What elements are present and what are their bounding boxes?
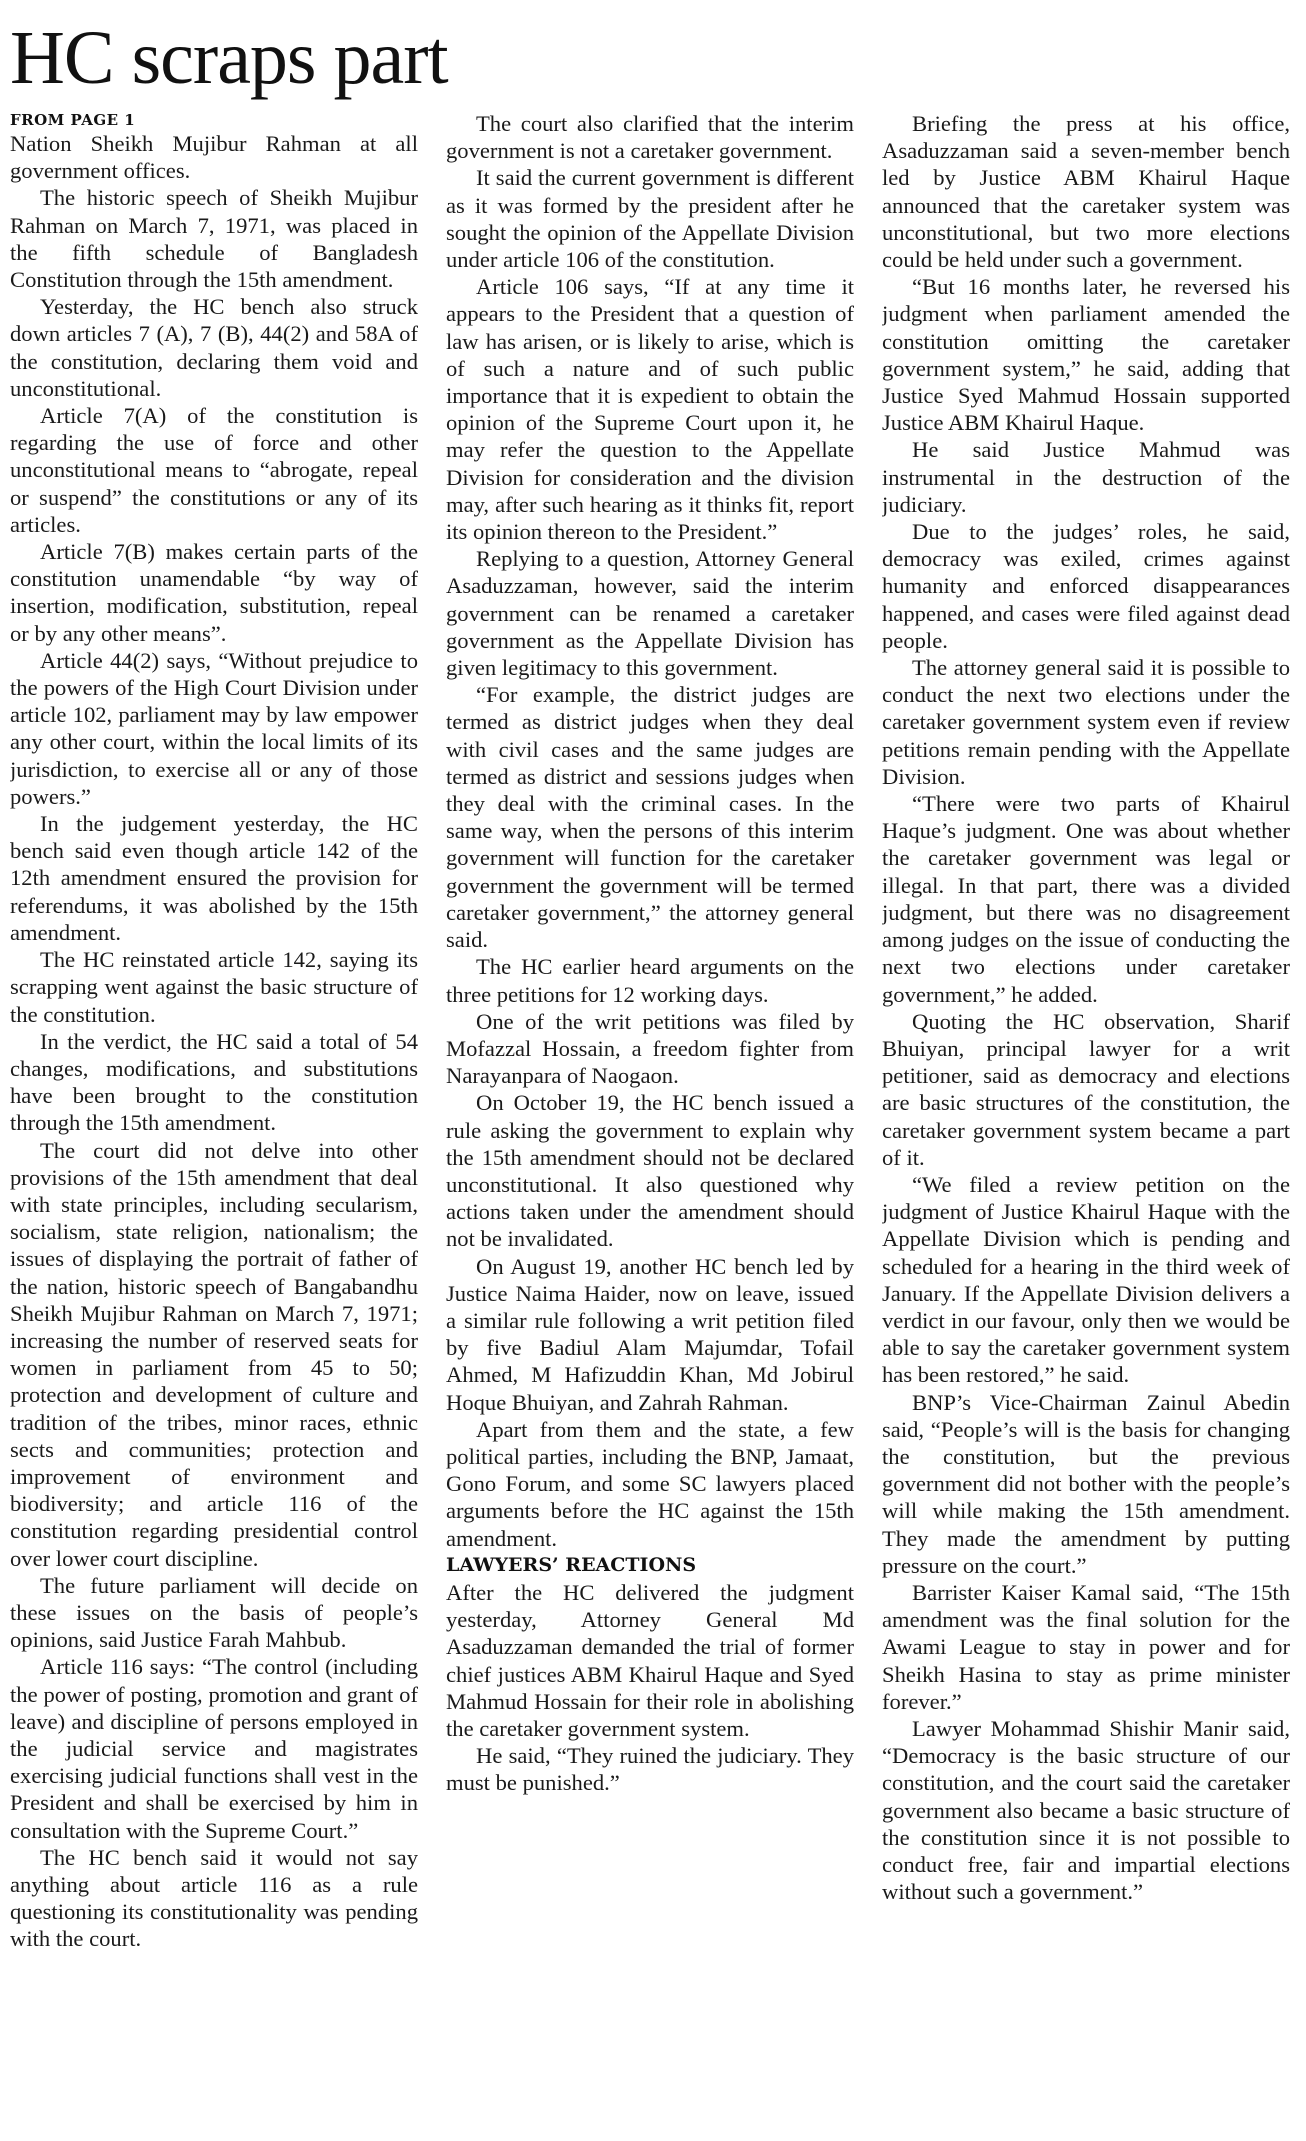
paragraph: After the HC delivered the judgment yesterday, Attorney General Md Asaduzzaman demanded the trial of former chief justices ABM Khairul Haque and Syed Mahmud Hossain for their role in abolishing the caretaker government system. bbox=[446, 1579, 854, 1741]
paragraph: Article 7(A) of the constitution is regarding the use of force and other unconstitutional means to “abrogate, repeal or suspend” the constitutions or any of its articles. bbox=[10, 403, 418, 537]
paragraph: “There were two parts of Khairul Haque’s judgment. One was about whether the caretaker government was legal or illegal. In that part, there was a divided judgment, but there was no disagreement among judges on the issue of conducting the next two elections under caretaker government,” he added. bbox=[882, 791, 1290, 1007]
paragraph: He said Justice Mahmud was instrumental in the destruction of the judiciary. bbox=[882, 437, 1290, 517]
paragraph: The HC bench said it would not say anything about article 116 as a rule questioning its constitutionality was pending with the court. bbox=[10, 1844, 418, 1952]
paragraph: He said, “They ruined the judiciary. They must be punished.” bbox=[446, 1743, 854, 1796]
paragraph: The future parliament will decide on these issues on the basis of people’s opinions, said Justice Farah Mahbub. bbox=[10, 1572, 418, 1653]
article-column-3 bbox=[882, 110, 1290, 2138]
paragraph: Briefing the press at his office, Asaduzzaman said a seven-member bench led by Justice ABM Khairul Haque announced that the caretaker system was unconstitutional, but two more elections could be held under such a government. bbox=[882, 111, 1290, 273]
paragraph: Nation Sheikh Mujibur Rahman at all government offices. bbox=[10, 131, 418, 184]
from-page-kicker: FROM PAGE 1 bbox=[10, 111, 136, 129]
paragraph: On August 19, another HC bench led by Justice Naima Haider, now on leave, issued a similar rule following a writ petition filed by five Badiul Alam Majumdar, Tofail Ahmed, M Hafizuddin Khan, Md Jobirul Hoque Bhuiyan, and Zahrah Rahman. bbox=[446, 1253, 854, 1415]
paragraph: Quoting the HC observation, Sharif Bhuiyan, principal lawyer for a writ petitioner, said as democracy and elections are basic structures of the constitution, the caretaker government system became a part of it. bbox=[882, 1008, 1290, 1170]
headline: HC scraps part bbox=[10, 16, 448, 100]
paragraph: It said the current government is different as it was formed by the president after he sought the opinion of the Appellate Division under article 106 of the constitution. bbox=[446, 165, 854, 273]
paragraph: The court did not delve into other provisions of the 15th amendment that deal with state principles, including secularism, socialism, state religion, nationalism; the issues of displaying the portrait of father of the nation, historic speech of Bangabandhu Sheikh Mujibur Rahman on March 7, 1971; increasing the number of reserved seats for women in parliament from 45 to 50; protection and development of culture and tradition of the tribes, minor races, ethnic sects and communities; protection and improvement of environment and biodiversity; and article 116 of the constitution regarding presidential control over lower court discipline. bbox=[10, 1137, 418, 1571]
paragraph: Article 7(B) makes certain parts of the constitution unamendable “by way of insertion, modification, substitution, repeal or by any other means”. bbox=[10, 539, 418, 646]
paragraph: Replying to a question, Attorney General Asaduzzaman, however, said the interim government can be renamed a caretaker government as the Appellate Division has given legitimacy to this government. bbox=[446, 546, 854, 681]
lawyers-reactions-subhead: LAWYERS’ REACTIONS bbox=[446, 1553, 697, 1576]
paragraph: Barrister Kaiser Kamal said, “The 15th amendment was the final solution for the Awami League to stay in power and for Sheikh Hasina to stay as prime minister forever.” bbox=[882, 1579, 1290, 1714]
paragraph: BNP’s Vice-Chairman Zainul Abedin said, “People’s will is the basis for changing the constitution, but the previous government did not bother with the people’s will while making the 15th amendment. They made the amendment by putting pressure on the court.” bbox=[882, 1389, 1290, 1578]
paragraph: Due to the judges’ roles, he said, democracy was exiled, crimes against humanity and enforced disappearances happened, and cases were filed against dead people. bbox=[882, 519, 1290, 653]
paragraph: Article 44(2) says, “Without prejudice to the powers of the High Court Division under article 102, parliament may by law empower any other court, within the local limits of its jurisdiction, to exercise all or any of those powers.” bbox=[10, 647, 418, 809]
paragraph: The historic speech of Sheikh Mujibur Rahman on March 7, 1971, was placed in the fifth schedule of Bangladesh Constitution through the 15th amendment. bbox=[10, 185, 418, 293]
paragraph: “For example, the district judges are termed as district judges when they deal with civil cases and the same judges are termed as district and sessions judges when they deal with the criminal cases. In the same way, when the persons of this interim government will function for the caretaker government the government will be termed caretaker government,” the attorney general said. bbox=[446, 682, 854, 953]
paragraph: One of the writ petitions was filed by Mofazzal Hossain, a freedom fighter from Narayanpara of Naogaon. bbox=[446, 1008, 854, 1089]
paragraph: In the judgement yesterday, the HC bench said even though article 142 of the 12th amendment ensured the provision for referendums, it was abolished by the 15th amendment. bbox=[10, 811, 418, 945]
paragraph: The court also clarified that the interim government is not a caretaker government. bbox=[446, 111, 854, 164]
article-column-2 bbox=[446, 110, 854, 2138]
paragraph: Yesterday, the HC bench also struck down articles 7 (A), 7 (B), 44(2) and 58A of the constitution, declaring them void and unconstitutional. bbox=[10, 294, 418, 401]
paragraph: “We filed a review petition on the judgment of Justice Khairul Haque with the Appellate Division which is pending and scheduled for a hearing in the third week of January. If the Appellate Division delivers a verdict in our favour, only then we would be able to say the caretaker government system has been restored,” he said. bbox=[882, 1171, 1290, 1388]
paragraph: Article 116 says: “The control (including the power of posting, promotion and grant of leave) and discipline of persons employed in the judicial service and magistrates exercising judicial functions shall vest in the President and shall be exercised by him in consultation with the Supreme Court.” bbox=[10, 1654, 418, 1843]
paragraph: The attorney general said it is possible to conduct the next two elections under the caretaker government system even if review petitions remain pending with the Appellate Division. bbox=[882, 655, 1290, 789]
article-column-1 bbox=[10, 110, 418, 2138]
paragraph: Lawyer Mohammad Shishir Manir said, “Democracy is the basic structure of our constitution, and the court said the caretaker government also became a basic structure of the constitution since it is not possible to conduct free, fair and impartial elections without such a government.” bbox=[882, 1715, 1290, 1905]
paragraph: The HC reinstated article 142, saying its scrapping went against the basic structure of the constitution. bbox=[10, 947, 418, 1027]
paragraph: “But 16 months later, he reversed his judgment when parliament amended the constitution omitting the caretaker government system,” he said, adding that Justice Syed Mahmud Hossain supported Justice ABM Khairul Haque. bbox=[882, 274, 1290, 436]
paragraph: The HC earlier heard arguments on the three petitions for 12 working days. bbox=[446, 954, 854, 1007]
paragraph: Apart from them and the state, a few political parties, including the BNP, Jamaat, Gono Forum, and some SC lawyers placed arguments before the HC against the 15th amendment. bbox=[446, 1416, 854, 1551]
paragraph: Article 106 says, “If at any time it appears to the President that a question of law has arisen, or is likely to arise, which is of such a nature and of such public importance that it is expedient to obtain the opinion of the Supreme Court upon it, he may refer the question to the Appellate Division for consideration and the division may, after such hearing as it thinks fit, report its opinion thereon to the President.” bbox=[446, 274, 854, 545]
paragraph: In the verdict, the HC said a total of 54 changes, modifications, and substitutions have been brought to the constitution through the 15th amendment. bbox=[10, 1028, 418, 1136]
paragraph: On October 19, the HC bench issued a rule asking the government to explain why the 15th amendment should not be declared unconstitutional. It also questioned why actions taken under the amendment should not be invalidated. bbox=[446, 1090, 854, 1252]
